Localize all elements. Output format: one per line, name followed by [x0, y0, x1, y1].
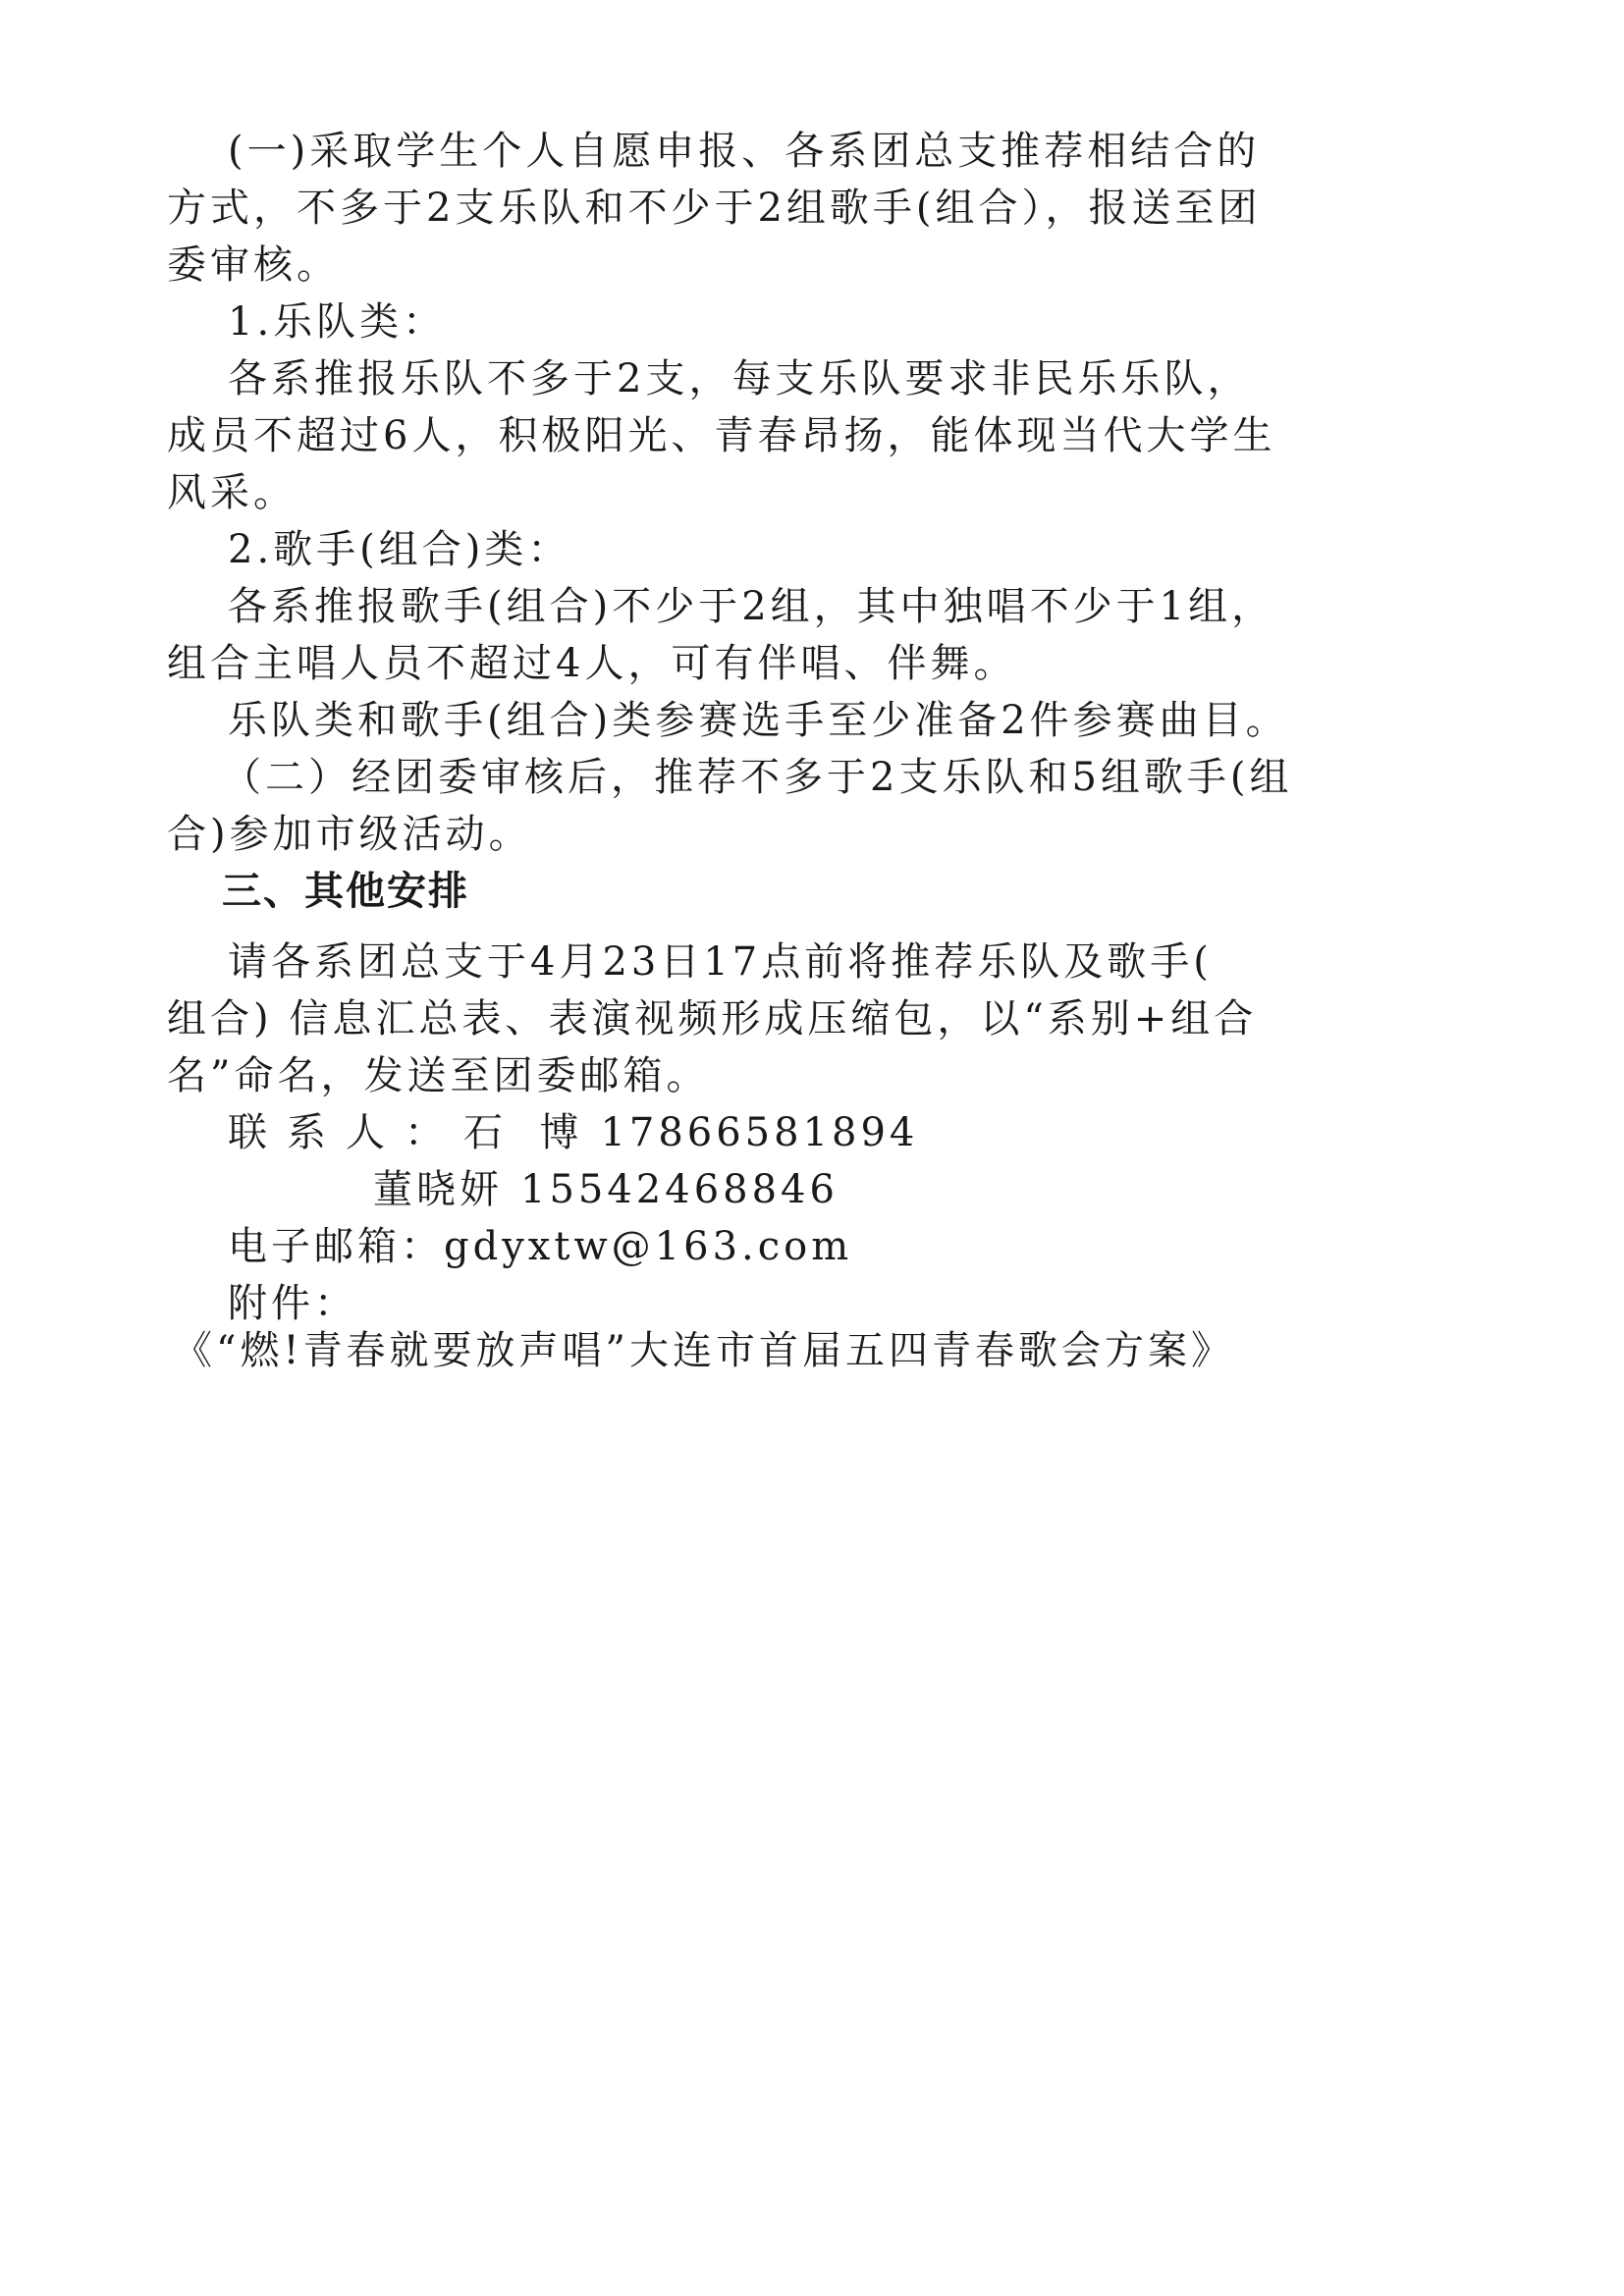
paragraph-line: 方式，不多于2支乐队和不少于2组歌手(组合），报送至团	[167, 186, 1262, 231]
paragraph-line: 组合主唱人员不超过4人，可有伴唱、伴舞。	[167, 641, 1017, 686]
paragraph-line: 各系推报歌手(组合)不少于2组，其中独唱不少于1组，	[228, 584, 1275, 629]
paragraph-line: 组合) 信息汇总表、表演视频形成压缩包，以“系别+组合	[167, 996, 1258, 1041]
contact-person-row	[373, 1166, 839, 1213]
contact-label: 联系人：	[228, 1110, 463, 1155]
paragraph-line: （二）经团委审核后，推荐不多于2支乐队和5组歌手(组	[222, 755, 1293, 800]
paragraph-line: (一)采取学生个人自愿申报、各系团总支推荐相结合的	[228, 129, 1261, 174]
contact-phone: 17866581894	[600, 1110, 919, 1155]
subheading-band: 1.乐队类：	[228, 299, 447, 345]
section-heading: 三、其他安排	[222, 869, 469, 914]
paragraph-line: 名”命名，发送至团委邮箱。	[167, 1053, 710, 1098]
contact-name: 董晓妍	[373, 1167, 503, 1212]
paragraph-line: 成员不超过6人，积极阳光、青春昂扬，能体现当代大学生	[167, 413, 1276, 458]
email-row	[228, 1223, 852, 1270]
paragraph-line: 合)参加市级活动。	[167, 812, 532, 857]
email-address[interactable]: gdyxtw@163.com	[444, 1224, 853, 1269]
attachment-label: 附件：	[228, 1281, 357, 1326]
contact-name: 石 博	[463, 1110, 583, 1155]
email-label: 电子邮箱：	[228, 1224, 444, 1269]
paragraph-line: 乐队类和歌手(组合)类参赛选手至少准备2件参赛曲目。	[228, 698, 1289, 743]
subheading-singer: 2.歌手(组合)类：	[228, 527, 571, 572]
paragraph-line: 请各系团总支于4月23日17点前将推荐乐队及歌手(	[228, 939, 1213, 985]
attachment-title: 《“燃!青春就要放声唱”大连市首届五四青春歌会方案》	[173, 1328, 1234, 1373]
paragraph-line: 委审核。	[167, 242, 340, 288]
contact-phone: 15542468846	[520, 1167, 839, 1212]
paragraph-line: 风采。	[167, 470, 297, 515]
paragraph-line: 各系推报乐队不多于2支，每支乐队要求非民乐乐队，	[228, 356, 1251, 401]
contact-person-row	[228, 1109, 918, 1156]
